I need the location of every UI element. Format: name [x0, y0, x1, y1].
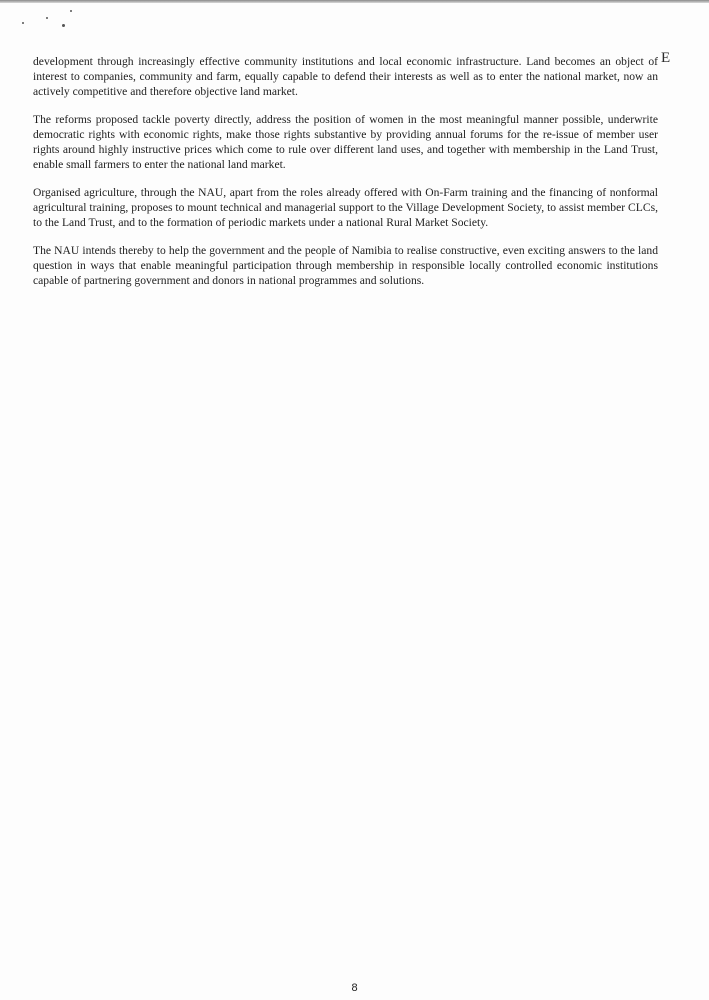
paragraph-land-market: development through increasingly effective community institutions and local economic infrastructure. Land becomes an object of interest to companies, community and farm, equally capable to defend their interests as well as to enter the national market, now an actively competitive and therefore objective land market. [33, 55, 658, 98]
scan-top-edge [0, 0, 709, 3]
paragraph-reforms: The reforms proposed tackle poverty directly, address the position of women in the most meaningful manner possible, underwrite democratic rights with economic rights, make those rights substantive by providing annual forums for the re-issue of member user rights around highly instructive prices which come to rule over different land uses, and together with membership in the Land Trust, enable small farmers to enter the national land market. [33, 113, 658, 171]
margin-mark: E [661, 50, 671, 66]
scan-speck [70, 10, 72, 12]
scan-speck [46, 17, 48, 19]
paragraph-nau-intent: The NAU intends thereby to help the government and the people of Namibia to realise constructive, even exciting answers to the land question in ways that enable meaningful participation through membership in responsible locally controlled economic institutions capable of partnering government and donors in national programmes and solutions. [33, 244, 658, 287]
scan-speck [22, 22, 24, 24]
paragraph-organised-agriculture: Organised agriculture, through the NAU, apart from the roles already offered with On-Farm training and the financing of nonformal agricultural training, proposes to mount technical and managerial support to the Village Development Society, to assist member CLCs, to the Land Trust, and to the formation of periodic markets under a national Rural Market Society. [33, 186, 658, 229]
body-text [33, 54, 658, 301]
page-number: 8 [351, 982, 358, 994]
scan-speck [62, 24, 65, 27]
